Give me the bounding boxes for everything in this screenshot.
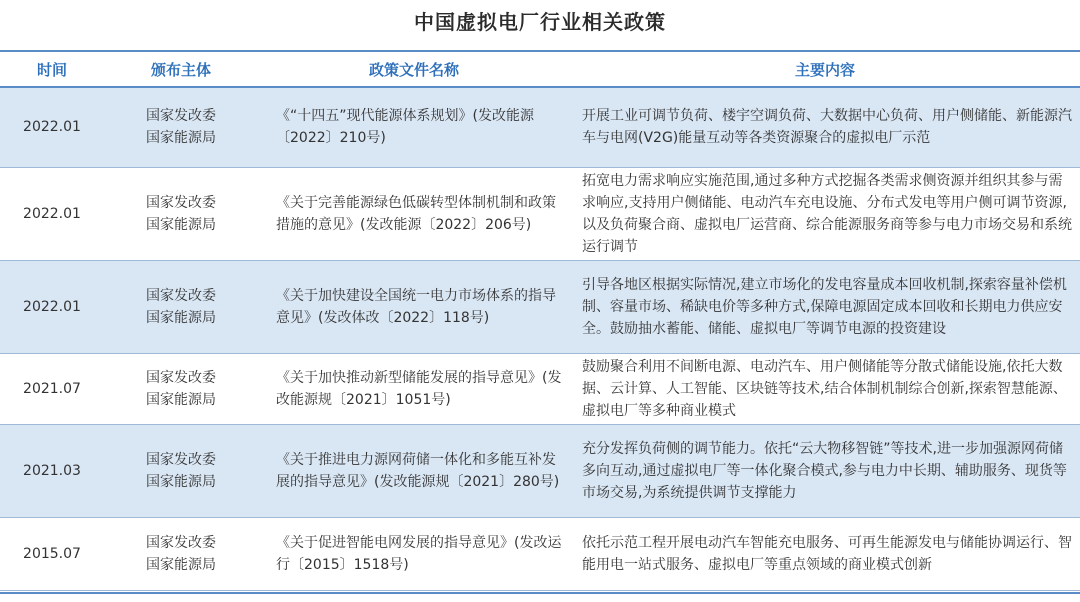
header-issuer: 颁布主体 xyxy=(104,51,258,87)
issuer-line: 国家能源局 xyxy=(146,309,216,326)
issuer-line: 国家发改委 xyxy=(146,194,216,211)
cell-time: 2022.01 xyxy=(0,87,104,167)
table-row xyxy=(0,517,1080,590)
cell-policy-name: 《关于加快推动新型储能发展的指导意见》(发改能源规〔2021〕1051号) xyxy=(258,353,570,424)
page-title: 中国虚拟电厂行业相关政策 xyxy=(414,10,666,34)
cell-time: 2022.01 xyxy=(0,260,104,353)
issuer-line: 国家能源局 xyxy=(146,556,216,573)
issuer-line: 国家能源局 xyxy=(146,473,216,490)
cell-main-content: 鼓励聚合利用不间断电源、电动汽车、用户侧储能等分散式储能设施,依托大数据、云计算、人工智能、区块链等技术,结合体制机制综合创新,探索智慧能源、虚拟电厂等多种商业模式 xyxy=(570,353,1080,424)
cell-policy-name: 《关于加快建设全国统一电力市场体系的指导意见》(发改体改〔2022〕118号) xyxy=(258,260,570,353)
bottom-rule xyxy=(0,592,1080,594)
cell-policy-name: 《关于推进电力源网荷储一体化和多能互补发展的指导意见》(发改能源规〔2021〕280号) xyxy=(258,424,570,517)
issuer-line: 国家发改委 xyxy=(146,451,216,468)
cell-main-content: 依托示范工程开展电动汽车智能充电服务、可再生能源发电与储能协调运行、智能用电一站式服务、虚拟电厂等重点领域的商业模式创新 xyxy=(570,517,1080,590)
table-row xyxy=(0,424,1080,517)
header-policy-name: 政策文件名称 xyxy=(258,51,570,87)
header-main-content: 主要内容 xyxy=(570,51,1080,87)
cell-issuer xyxy=(104,353,258,424)
issuer-line: 国家发改委 xyxy=(146,369,216,386)
table-row xyxy=(0,167,1080,260)
cell-time: 2022.01 xyxy=(0,167,104,260)
issuer-line: 国家发改委 xyxy=(146,108,216,125)
cell-time: 2021.07 xyxy=(0,353,104,424)
cell-main-content: 引导各地区根据实际情况,建立市场化的发电容量成本回收机制,探索容量补偿机制、容量市场、稀缺电价等多种方式,保障电源固定成本回收和长期电力供应安全。鼓励抽水蓄能、储能、虚拟电厂等调节电源的投资建设 xyxy=(570,260,1080,353)
policy-table xyxy=(0,50,1080,591)
issuer-line: 国家发改委 xyxy=(146,287,216,304)
issuer-line: 国家能源局 xyxy=(146,216,216,233)
cell-issuer xyxy=(104,87,258,167)
cell-main-content: 充分发挥负荷侧的调节能力。依托“云大物移智链”等技术,进一步加强源网荷储多向互动,通过虚拟电厂等一体化聚合模式,参与电力中长期、辅助服务、现货等市场交易,为系统提供调节支撑能力 xyxy=(570,424,1080,517)
cell-main-content: 拓宽电力需求响应实施范围,通过多种方式挖掘各类需求侧资源并组织其参与需求响应,支持用户侧储能、电动汽车充电设施、分布式发电等用户侧可调节资源,以及负荷聚合商、虚拟电厂运营商、综合能源服务商等参与电力市场交易和系统运行调节 xyxy=(570,167,1080,260)
issuer-line: 国家能源局 xyxy=(146,130,216,147)
table-row xyxy=(0,87,1080,167)
table-header-row xyxy=(0,51,1080,87)
table-row xyxy=(0,353,1080,424)
cell-issuer xyxy=(104,167,258,260)
header-time: 时间 xyxy=(0,51,104,87)
issuer-line: 国家发改委 xyxy=(146,534,216,551)
cell-issuer xyxy=(104,260,258,353)
issuer-line: 国家能源局 xyxy=(146,391,216,408)
cell-policy-name: 《“十四五”现代能源体系规划》(发改能源〔2022〕210号) xyxy=(258,87,570,167)
cell-policy-name: 《关于促进智能电网发展的指导意见》(发改运行〔2015〕1518号) xyxy=(258,517,570,590)
cell-time: 2015.07 xyxy=(0,517,104,590)
cell-issuer xyxy=(104,517,258,590)
cell-issuer xyxy=(104,424,258,517)
cell-main-content: 开展工业可调节负荷、楼宇空调负荷、大数据中心负荷、用户侧储能、新能源汽车与电网(V2G)能量互动等各类资源聚合的虚拟电厂示范 xyxy=(570,87,1080,167)
table-row xyxy=(0,260,1080,353)
cell-policy-name: 《关于完善能源绿色低碳转型体制机制和政策措施的意见》(发改能源〔2022〕206号) xyxy=(258,167,570,260)
cell-time: 2021.03 xyxy=(0,424,104,517)
